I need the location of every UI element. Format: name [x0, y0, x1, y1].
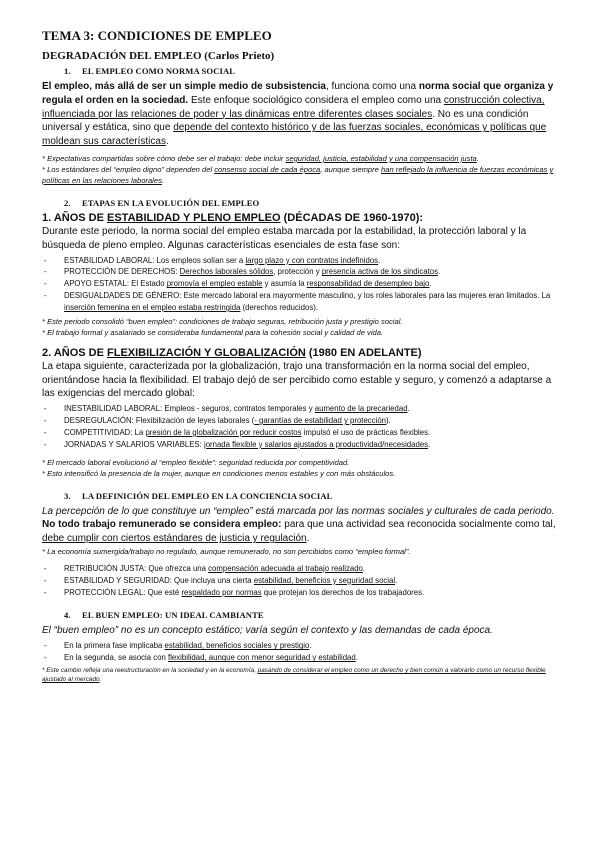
- text-run: .: [161, 175, 165, 185]
- note: * Esto intensificó la presencia de la mujer, aunque en condiciones menos estables y con más obstáculos.: [42, 468, 396, 478]
- stage-1-heading: [42, 212, 556, 224]
- note: [42, 153, 556, 164]
- text-run: depende del contexto histórico y de las fuerzas sociales, económicas y políticas que moldean sus características: [42, 122, 547, 148]
- note: * La economía sumergida/trabajo no regulado, aunque remunerado, no son percibidos como “empleo formal”.: [42, 546, 411, 556]
- section-number: 2.: [64, 197, 71, 208]
- list-item: - ESTABILIDAD Y SEGURIDAD: Que incluya una cierta estabilidad, beneficios y seguridad social.: [42, 575, 556, 587]
- list-item: - ESTABILIDAD LABORAL: Los empleos solían ser a largo plazo y con contratos indefinidos.: [42, 255, 556, 267]
- text-run: (DÉCADAS DE 1960-1970):: [280, 211, 424, 224]
- text-run: (1980 EN ADELANTE): [305, 346, 422, 359]
- text-run: .: [306, 533, 310, 545]
- list-item: - DESIGUALDADES DE GÉNERO: Este mercado laboral era mayormente masculino, y los roles laborales para las mujeres eran limitados. La inserción femenina en el empleo estaba restringida (derechos reducidos).: [42, 290, 556, 314]
- section-number: 3.: [64, 490, 71, 501]
- list-item: - JORNADAS Y SALARIOS VARIABLES: jornada flexible y salarios ajustados a productividad/necesidades.: [42, 439, 556, 451]
- stage-2-list: [42, 403, 556, 450]
- note: * El trabajo formal y asalariado se consideraba fundamental para la cohesión social y calidad de vida.: [42, 327, 384, 337]
- text-run: .: [476, 153, 479, 163]
- list-item: - APOYO ESTATAL: El Estado promovía el empleo estable y asumía la responsabilidad de desempleo bajo.: [42, 278, 556, 290]
- text-run: , funciona como una: [326, 81, 419, 92]
- section-3-paragraph: [42, 505, 556, 546]
- section-3-list: [42, 563, 556, 599]
- section-1-paragraph: [42, 80, 556, 149]
- list-item: - En la segunda, se asocia con flexibilidad, aunque con menor seguridad y estabilidad.: [42, 652, 556, 664]
- section-number: 1.: [64, 66, 71, 76]
- text-run: . No es una condición universal y estática, sino que: [42, 108, 529, 134]
- stage-1-intro: Durante este periodo, la norma social del empleo estaba marcada por la estabilidad, la protección laboral y la búsqueda de pleno empleo. Algunas características esenciales de esta fase son:: [42, 225, 527, 251]
- list-item: - DESREGULACIÓN: Flexibilización de leyes laborales (- garantías de estabilidad y protección).: [42, 415, 556, 427]
- page-subtitle: DEGRADACIÓN DEL EMPLEO (Carlos Prieto): [42, 50, 275, 62]
- list-item: - COMPETITIVIDAD: La presión de la globalización por reducir costos impulsó el uso de prácticas flexibles.: [42, 427, 556, 439]
- text-run: han reflejado la influencia de fuerzas económicas y políticas en las relaciones laborales: [42, 164, 554, 185]
- list-item: - INESTABILIDAD LABORAL: Empleos - seguros, contratos temporales y aumento de la precariedad.: [42, 403, 556, 415]
- text-run: La percepción de lo que constituye un “empleo” está marcada por las normas sociales y culturales de cada periodo.: [42, 505, 555, 517]
- text-run: Este enfoque sociológico considera el empleo como una: [188, 94, 444, 106]
- list-item: - PROTECCIÓN LEGAL: Que esté respaldado por normas que protejan los derechos de los trabajadores.: [42, 587, 556, 599]
- text-run: pasando de considerar el empleo como un derecho y bien común a valorarlo como un recurso flexible ajustado al mercado: [42, 666, 546, 684]
- text-run: * Los estándares del “empleo digno” dependen del: [42, 164, 215, 174]
- text-run: , aunque siempre: [320, 164, 382, 174]
- section-4-heading: [64, 610, 556, 620]
- section-title: LA DEFINICIÓN DEL EMPLEO EN LA CONCIENCIA SOCIAL: [82, 490, 333, 501]
- text-run: No todo trabajo remunerado se considera empleo:: [42, 519, 282, 531]
- text-run: consenso social de cada época: [214, 164, 321, 174]
- section-title: EL EMPLEO COMO NORMA SOCIAL: [82, 66, 236, 76]
- text-run: FLEXIBILIZACIÓN Y GLOBALIZACIÓN: [107, 346, 306, 359]
- section-4-paragraph: El “buen empleo” no es un concepto estático; varía según el contexto y las demandas de cada época.: [42, 625, 493, 637]
- section-title: ETAPAS EN LA EVOLUCIÓN DEL EMPLEO: [82, 197, 260, 208]
- text-run: seguridad, justicia, estabilidad y una compensación justa: [285, 153, 477, 163]
- stage-1-list: [42, 255, 556, 314]
- text-run: construcción colectiva, influenciada por las relaciones de poder y las dinámicas entre diferentes clases sociales: [42, 94, 545, 120]
- text-run: * Este cambio refleja una reestructuración en la sociedad y en la economía,: [42, 666, 258, 674]
- section-4-list: [42, 640, 556, 664]
- text-run: ESTABILIDAD Y PLENO EMPLEO: [107, 211, 281, 224]
- list-item: - En la primera fase implicaba estabilidad, beneficios sociales y prestigio.: [42, 640, 556, 652]
- note: [42, 666, 556, 685]
- page-title: TEMA 3: CONDICIONES DE EMPLEO: [42, 28, 272, 43]
- text-run: * Expectativas compartidas sobre cómo debe ser el trabajo: debe incluir: [42, 153, 286, 163]
- section-title: EL BUEN EMPLEO: UN IDEAL CAMBIANTE: [82, 610, 264, 621]
- text-run: 1. AÑOS DE: [42, 211, 107, 224]
- section-1-heading: [64, 66, 556, 76]
- list-item: - PROTECCIÓN DE DERECHOS: Derechos laborales sólidos, protección y presencia activa de los sindicatos.: [42, 266, 556, 278]
- text-run: 2. AÑOS DE: [42, 346, 107, 359]
- text-run: .: [165, 136, 169, 148]
- section-number: 4.: [64, 610, 71, 621]
- stage-2-heading: [42, 347, 556, 359]
- note: * Este periodo consolidó “buen empleo”: condiciones de trabajo seguras, retribución justa y prestigio social.: [42, 316, 403, 326]
- note: * El mercado laboral evolucionó al “empleo flexible”: seguridad reducida por competitividad.: [42, 457, 350, 467]
- stage-2-intro: La etapa siguiente, caracterizada por la globalización, trajo una transformación en la norma social del empleo, orientándose hacia la flexibilidad. El trabajo dejó de ser percibido como estable y seguro, y comenzó a adaptarse a las exigencias del mercado global:: [42, 360, 552, 400]
- section-2-heading: [64, 198, 556, 208]
- note: [42, 164, 556, 186]
- text-run: El empleo, más allá de ser un simple medio de subsistencia: [42, 81, 326, 92]
- list-item: - RETRIBUCIÓN JUSTA: Que ofrezca una compensación adecuada al trabajo realizado.: [42, 563, 556, 575]
- text-run: norma social que organiza y regula el orden en la sociedad.: [42, 81, 554, 106]
- text-run: debe cumplir con ciertos estándares de justicia y regulación: [42, 533, 307, 545]
- text-run: .: [99, 676, 102, 684]
- section-3-heading: [64, 491, 556, 501]
- text-run: para que una actividad sea reconocida socialmente como tal,: [281, 519, 556, 531]
